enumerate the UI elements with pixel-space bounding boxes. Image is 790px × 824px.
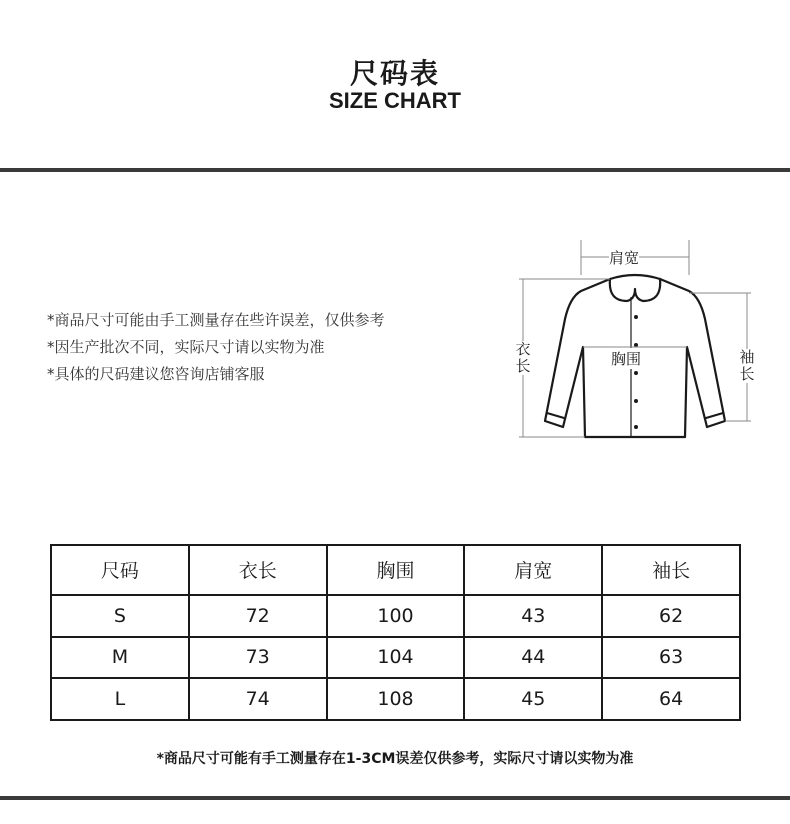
table-row: [51, 595, 740, 637]
column-header-shoulder: 肩宽: [464, 545, 602, 595]
page-subtitle: SIZE CHART: [329, 88, 461, 113]
cell-length: 73: [189, 637, 327, 679]
cell-sleeve: 62: [602, 595, 740, 637]
shoulder-width-label: 肩宽: [609, 249, 640, 267]
note-item: *具体的尺码建议您咨询店铺客服: [47, 365, 265, 383]
cell-shoulder: 45: [464, 678, 602, 720]
column-header-chest: 胸围: [327, 545, 465, 595]
notes-list: [47, 308, 385, 389]
note-item: *因生产批次不同，实际尺寸请以实物为准: [47, 338, 325, 356]
body-length-label: 衣长: [515, 340, 531, 375]
cell-sleeve: 64: [602, 678, 740, 720]
cell-size: L: [51, 678, 189, 720]
table-row: [51, 678, 740, 720]
top-divider: [0, 168, 790, 172]
table-row: [51, 637, 740, 679]
column-header-length: 衣长: [189, 545, 327, 595]
sleeve-length-label: 袖长: [739, 348, 755, 383]
cell-sleeve: 63: [602, 637, 740, 679]
cell-chest: 100: [327, 595, 465, 637]
size-table: [50, 544, 741, 721]
shirt-measurement-diagram: [515, 235, 755, 440]
cell-chest: 108: [327, 678, 465, 720]
cell-shoulder: 44: [464, 637, 602, 679]
note-item: *商品尺寸可能由手工测量存在些许误差，仅供参考: [47, 311, 385, 329]
cell-shoulder: 43: [464, 595, 602, 637]
chest-label: 胸围: [611, 350, 642, 368]
cell-size: M: [51, 637, 189, 679]
footnote: *商品尺寸可能有手工测量存在1-3CM误差仅供参考，实际尺寸请以实物为准: [156, 751, 634, 767]
cell-chest: 104: [327, 637, 465, 679]
cell-size: S: [51, 595, 189, 637]
bottom-divider: [0, 796, 790, 800]
cell-length: 74: [189, 678, 327, 720]
column-header-sleeve: 袖长: [602, 545, 740, 595]
page-title: 尺码表: [349, 57, 440, 90]
cell-length: 72: [189, 595, 327, 637]
column-header-size: 尺码: [51, 545, 189, 595]
table-header-row: [51, 545, 740, 595]
